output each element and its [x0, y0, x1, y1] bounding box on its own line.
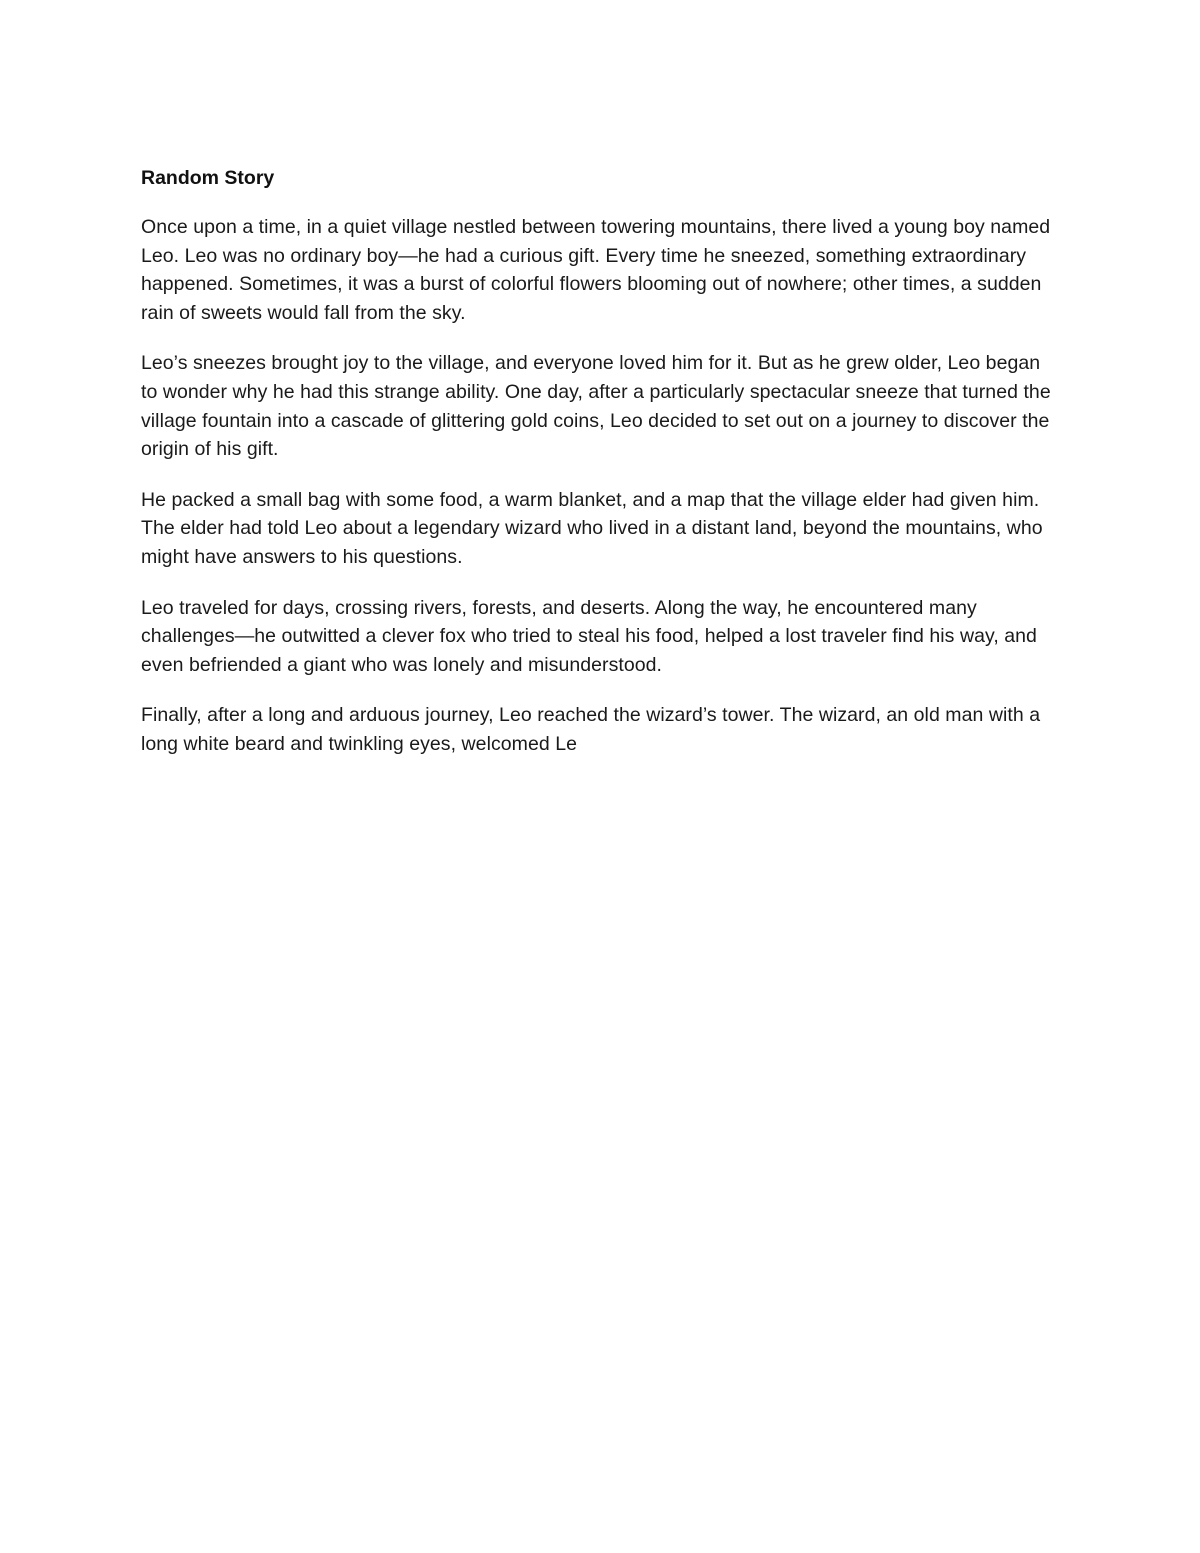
paragraph-2: Leo’s sneezes brought joy to the village, and everyone loved him for it. But as he grew older, Leo began to wonder why he had this strange ability. One day, after a particularly spectacular sneeze that turned the village fountain into a cascade of glittering gold coins, Leo decided to set out on a journey to discover the origin of his gift. [141, 352, 1051, 461]
paragraph-3: He packed a small bag with some food, a warm blanket, and a map that the village elder had given him. The elder had told Leo about a legendary wizard who lived in a distant land, beyond the mountains, who might have answers to his questions. [141, 488, 1043, 568]
paragraph-5: Finally, after a long and arduous journey, Leo reached the wizard’s tower. The wizard, an old man with a long white beard and twinkling eyes, welcomed Le [141, 704, 1041, 755]
document-title: Random Story [141, 167, 275, 189]
document-body [141, 163, 1061, 781]
paragraph-1: Once upon a time, in a quiet village nestled between towering mountains, there lived a young boy named Leo. Leo was no ordinary boy—he had a curious gift. Every time he sneezed, something extraordinary happened. Sometimes, it was a burst of colorful flowers blooming out of nowhere; other times, a sudden rain of sweets would fall from the sky. [141, 216, 1051, 324]
paragraph-4: Leo traveled for days, crossing rivers, forests, and deserts. Along the way, he encountered many challenges—he outwitted a clever fox who tried to steal his food, helped a lost traveler find his way, and even befriended a giant who was lonely and misunderstood. [141, 596, 1037, 676]
